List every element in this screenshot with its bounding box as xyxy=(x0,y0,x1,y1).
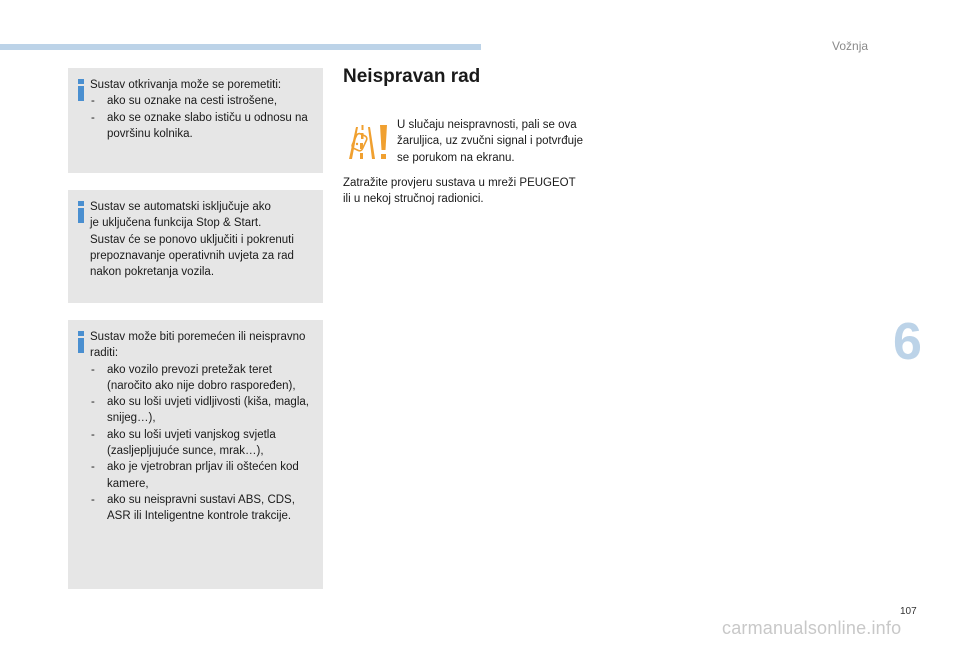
text-line: Sustav će se ponovo uključiti i pokrenuti xyxy=(90,233,294,246)
page-title: Neispravan rad xyxy=(343,66,481,87)
text-line: Zatražite provjeru sustava u mreži PEUGEOT xyxy=(343,177,576,189)
info-box-stop-start xyxy=(68,190,323,303)
list-item: - ako se oznake slabo ističu u odnosu na površinu kolnika. xyxy=(90,110,318,143)
chapter-number: 6 xyxy=(893,313,922,371)
info-list xyxy=(90,362,318,525)
text-line: Sustav se automatski isključuje ako xyxy=(90,201,271,213)
info-list xyxy=(90,93,318,142)
section-title: Vožnja xyxy=(832,39,869,53)
list-item: - ako su oznake na cesti istrošene, xyxy=(90,93,318,109)
header-color-bar xyxy=(0,44,481,50)
text-line: nakon pokretanja vozila. xyxy=(90,266,215,279)
warning-description xyxy=(397,117,607,166)
list-item: - ako su loši uvjeti vanjskog svjetla (zasljepljujuće sunce, mrak…), xyxy=(90,427,318,460)
list-item: - ako vozilo prevozi pretežak teret (naročito ako nije dobro raspoređen), xyxy=(90,362,318,395)
info-icon xyxy=(77,331,85,353)
text-line: ili u nekoj stručnoj radionici. xyxy=(343,193,484,206)
list-item: - ako su neispravni sustavi ABS, CDS, ASR ili Inteligentne kontrole trakcije. xyxy=(90,492,318,525)
info-intro: Sustav otkrivanja može se poremetiti: xyxy=(90,79,282,91)
text-line: se porukom na ekranu. xyxy=(397,151,515,164)
info-box-text xyxy=(90,329,318,525)
watermark: carmanualsonline.info xyxy=(722,618,902,638)
info-icon xyxy=(77,201,85,223)
service-advice xyxy=(343,175,603,208)
text-line: žaruljica, uz zvučni signal i potvrđuje xyxy=(397,135,584,148)
info-box-malfunction-conditions xyxy=(68,320,323,589)
list-item: - ako su loši uvjeti vidljivosti (kiša, magla, snijeg…), xyxy=(90,394,318,427)
text-line: prepoznavanje operativnih uvjeta za rad xyxy=(90,249,294,262)
text-line: U slučaju neispravnosti, pali se ova xyxy=(397,119,577,131)
info-box-text xyxy=(90,77,318,142)
text-line: je uključena funkcija Stop & Start. xyxy=(90,217,262,230)
lane-departure-warning-icon xyxy=(346,121,394,163)
info-box-detection xyxy=(68,68,323,173)
info-icon xyxy=(77,79,85,101)
list-item: - ako je vjetrobran prljav ili oštećen kod kamere, xyxy=(90,459,318,492)
page-number: 107 xyxy=(900,606,917,617)
info-box-text xyxy=(90,199,318,280)
info-intro: Sustav može biti poremećen ili neispravno raditi: xyxy=(90,331,306,360)
